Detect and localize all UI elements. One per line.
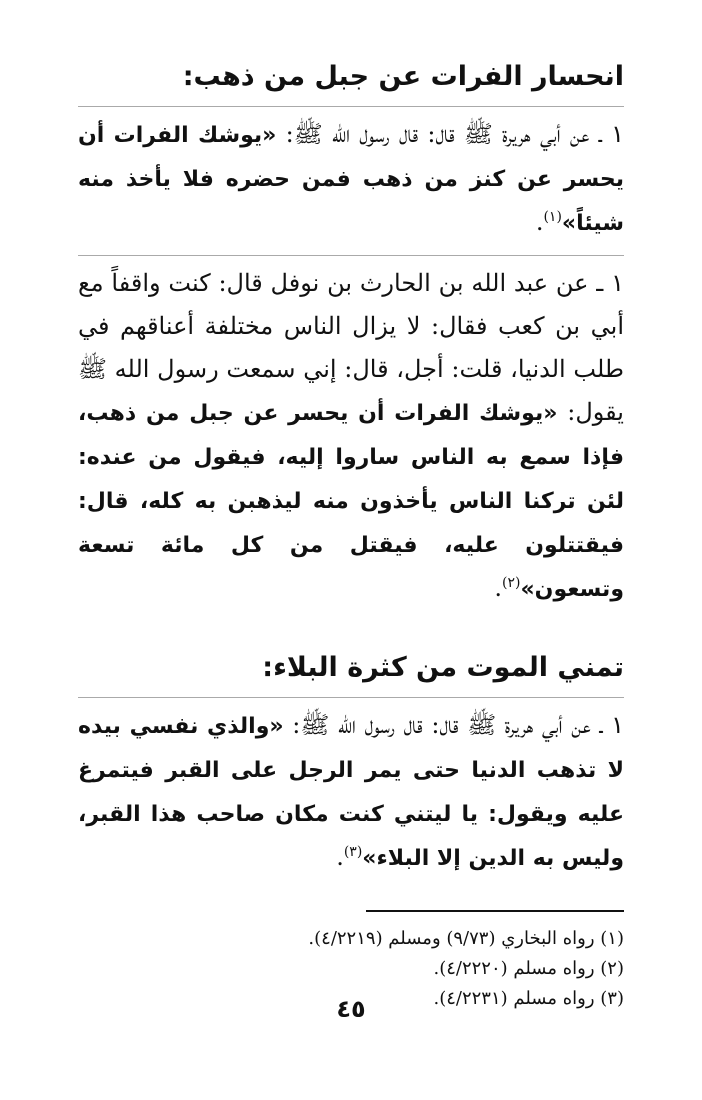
section-title-euphrates: انحسار الفرات عن جبل من ذهب:	[182, 61, 624, 92]
hadith-intro: ١ ـ عن أبي هريرة ﷺ قال: قال رسول الله ﷺ:	[292, 711, 624, 739]
hadith-intro: ١ ـ عن أبي هريرة ﷺ قال: قال رسول الله ﷺ:	[285, 120, 624, 148]
footnote-item: (١) رواه البخاري (٩/٧٣) ومسلم (٤/٢٢١٩).	[308, 928, 624, 949]
hadith-quote: «يوشك الفرات أن يحسر عن كنز من ذهب فمن حضره فلا يأخذ منه شيئاً»	[78, 123, 624, 236]
hadith-end: .	[336, 843, 344, 871]
hadith-end: .	[494, 574, 502, 602]
page-number: ٤٥	[336, 995, 366, 1023]
footnote-divider	[366, 910, 624, 912]
footnote-ref[interactable]: (١)	[543, 209, 562, 225]
hadith-paragraph	[78, 106, 624, 245]
hadith-paragraph	[78, 697, 624, 880]
footnote-item: (٢) رواه مسلم (٤/٢٢٢٠).	[433, 958, 624, 979]
footnote-item: (٣) رواه مسلم (٤/٢٢٣١).	[433, 988, 624, 1009]
hadith-end: .	[535, 208, 544, 236]
hadith-intro: ١ ـ عن عبد الله بن الحارث بن نوفل قال: كنت واقفاً مع أبي بن كعب فقال: لا يزال الناس مختلفة أعناقهم في طلب الدنيا، قلت: أجل، قال: إني سمعت رسول الله ﷺ يقول:	[78, 269, 624, 426]
section-title-wishing-death: تمني الموت من كثرة البلاء:	[262, 652, 624, 683]
hadith-quote: «يوشك الفرات أن يحسر عن جبل من ذهب، فإذا سمع به الناس ساروا إليه، فيقول من عنده: لئن تركنا الناس يأخذون منه ليذهبن به كله، قال: فيقتتلون عليه، فيقتل من كل مائة تسعة وتسعون»	[78, 401, 624, 602]
footnote-ref[interactable]: (٢)	[502, 575, 521, 591]
hadith-quote: «والذي نفسي بيده لا تذهب الدنيا حتى يمر الرجل على القبر فيتمرغ عليه ويقول: يا ليتني كنت مكان صاحب هذا القبر، وليس به الدين إلا البلاء»	[78, 714, 624, 871]
hadith-paragraph	[78, 255, 624, 611]
footnote-ref[interactable]: (٣)	[343, 844, 363, 860]
